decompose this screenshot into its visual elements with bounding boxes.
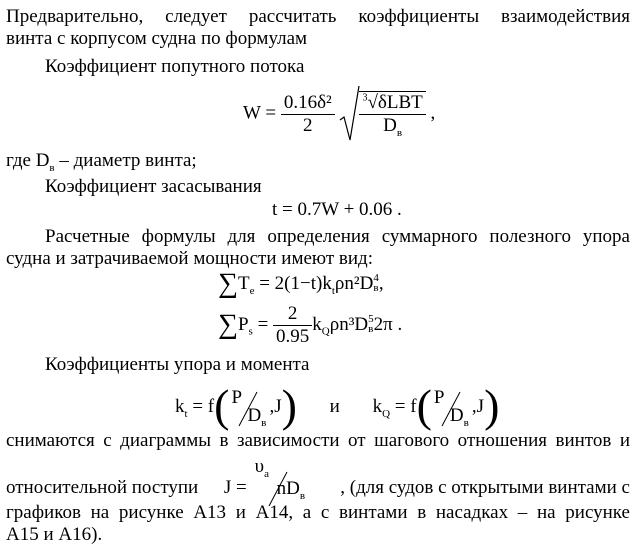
wake-formula-radicand xyxy=(359,91,425,137)
kq-eq: = f xyxy=(394,396,417,417)
power-formula-fraction xyxy=(273,303,312,348)
where-db-text: где D xyxy=(6,150,50,171)
power-formula-sup: 5 xyxy=(368,312,374,325)
coefficient-formulas xyxy=(175,380,500,431)
right-paren-icon: ) xyxy=(281,380,297,431)
thrust-formula xyxy=(218,268,384,299)
j-num: υ xyxy=(254,456,265,477)
paragraph-3-line-2-tail: , (для судов с открытыми винтами с xyxy=(340,477,630,498)
kt-j: ,J xyxy=(269,396,282,417)
thrust-formula-sup: 4 xyxy=(373,272,379,284)
kt-d: D xyxy=(247,404,262,426)
paragraph-2-line-2: судна и затрачиваемой мощности имеют вид: xyxy=(6,248,373,269)
thrust-deduction-formula: t = 0.7W + 0.06 . xyxy=(272,199,402,220)
kt-sub: t xyxy=(184,407,188,420)
wake-formula-lhs: W = xyxy=(243,102,277,124)
wake-formula xyxy=(243,84,435,144)
where-db-line xyxy=(6,150,197,172)
power-formula-sub: в xyxy=(368,322,374,335)
right-paren-icon: ) xyxy=(484,380,500,431)
j-den-sub: в xyxy=(299,489,306,502)
thrust-deduction-heading: Коэффициент засасывания xyxy=(45,176,262,197)
kq-sub: Q xyxy=(382,407,391,420)
power-formula-lhs: P xyxy=(237,313,249,335)
j-num-sub: a xyxy=(264,467,269,480)
kt-lhs: k xyxy=(175,396,185,417)
left-paren-icon: ( xyxy=(214,380,230,431)
wake-formula-sqrt xyxy=(339,84,425,144)
left-paren-icon: ( xyxy=(416,380,432,431)
sum-sign-icon: ∑ xyxy=(218,268,238,299)
wake-formula-db: D xyxy=(383,115,397,136)
j-denominator xyxy=(277,478,305,500)
kq-lhs: k xyxy=(372,396,383,417)
paragraph-3-line-1: снимаются с диаграммы в зависимости от шагового отношения винтов и xyxy=(6,430,630,451)
power-formula-lhs-sub: s xyxy=(248,325,253,338)
sum-sign-icon: ∑ xyxy=(218,308,238,340)
power-formula-rhs-sub: Q xyxy=(321,325,330,338)
kq-d: D xyxy=(449,404,464,426)
coefficients-heading: Коэффициенты упора и момента xyxy=(45,354,310,375)
power-formula-rhs2: ρn³D xyxy=(329,313,369,335)
kq-d-sub: в xyxy=(463,416,469,429)
thrust-formula-rhs: = 2(1−t)k xyxy=(259,273,332,294)
wake-formula-radicand-numerator xyxy=(359,92,425,115)
kq-pitch: P xyxy=(433,386,445,408)
power-formula-tail: 2π . xyxy=(373,313,403,335)
thrust-formula-tail: , xyxy=(378,273,384,294)
where-db-sub: в xyxy=(49,161,55,174)
paragraph-1-line-1: Предварительно, следует рассчитать коэффициенты взаимодействия xyxy=(6,6,630,27)
wake-coefficient-heading: Коэффициент попутного потока xyxy=(45,56,305,77)
relative-advance-text: относительной поступи xyxy=(6,477,199,498)
kt-d-sub: в xyxy=(261,416,267,429)
kt-slash-fraction xyxy=(229,388,269,428)
j-lhs: J = xyxy=(223,477,247,498)
kt-pitch: P xyxy=(231,386,243,408)
thrust-formula-rhs2: ρn²D xyxy=(334,273,374,294)
power-formula xyxy=(218,303,402,348)
paragraph-3-line-4: А15 и А16). xyxy=(6,524,103,545)
kt-eq: = f xyxy=(192,396,215,417)
radical-sign-icon xyxy=(339,84,361,144)
thrust-formula-sub: в xyxy=(373,282,379,294)
and-word: и xyxy=(329,396,340,417)
where-db-rest: – диаметр винта; xyxy=(54,150,197,171)
wake-formula-radicand-text: √δLBT xyxy=(367,92,423,113)
power-formula-rhs: k xyxy=(312,313,322,335)
paragraph-2-line-1: Расчетные формулы для определения суммарного полезного упора xyxy=(45,226,630,247)
paragraph-3-line-3: графиков на рисунке А13 и А14, а с винтами в насадках – на рисунке xyxy=(6,502,630,523)
j-den: nD xyxy=(276,478,300,499)
wake-formula-denominator: 2 xyxy=(303,114,313,136)
wake-formula-root-index: 3 xyxy=(362,92,368,104)
wake-formula-tail: , xyxy=(430,102,436,124)
thrust-formula-lhs: T xyxy=(237,273,250,294)
paragraph-1-line-2: винта с корпусом судна по формулам xyxy=(6,28,308,49)
wake-formula-fraction xyxy=(281,92,335,137)
thrust-formula-lhs-sub: e xyxy=(249,284,255,297)
wake-formula-db-sub: в xyxy=(396,126,403,139)
kq-slash-fraction xyxy=(432,388,472,428)
power-formula-numerator: 2 xyxy=(273,303,312,326)
wake-formula-numerator: 0.16δ² xyxy=(281,92,335,115)
power-formula-eq: = xyxy=(257,313,269,335)
thrust-formula-rhs-sub: t xyxy=(331,284,335,297)
power-formula-denominator: 0.95 xyxy=(276,326,310,347)
kq-j: ,J xyxy=(471,396,485,417)
wake-formula-radicand-denominator xyxy=(359,115,425,137)
